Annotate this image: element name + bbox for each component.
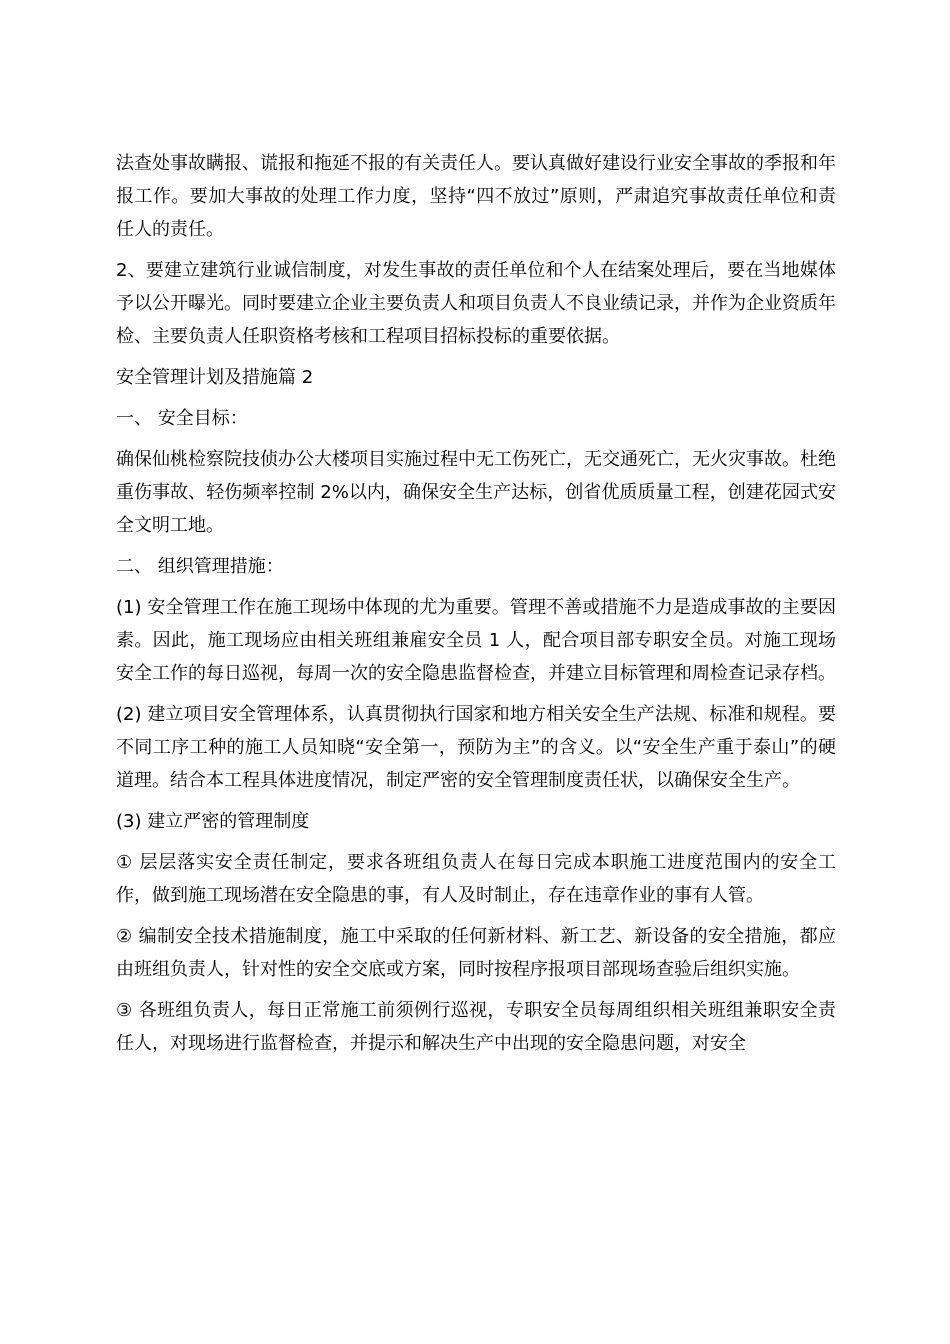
heading-organization-measures: 二、 组织管理措施： (116, 556, 284, 577)
heading-safety-goals: 一、 安全目标： (116, 408, 248, 429)
paragraph-measure-2: (2) 建立项目安全管理体系，认真贯彻执行国家和地方相关安全生产法规、标准和规程。要不同工序工种的施工人员知晓“安全第一，预防为主”的含义。以“安全生产重于泰山”的硬道理。结合本工程具体进度情况，制定严密的安全管理制度责任状，以确保安全生产。 (116, 704, 836, 791)
document-body (116, 147, 836, 1068)
paragraph-accident-investigation: 法查处事故瞒报、谎报和拖延不报的有关责任人。要认真做好建设行业安全事故的季报和年报工作。要加大事故的处理工作力度，坚持“四不放过”原则，严肃追究事故责任单位和责任人的责任。 (116, 153, 836, 240)
paragraph-integrity-system: 2、要建立建筑行业诚信制度，对发生事故的责任单位和个人在结案处理后，要在当地媒体予以公开曝光。同时要建立企业主要负责人和项目负责人不良业绩记录，并作为企业资质年检、主要负责人任职资格考核和工程项目招标投标的重要依据。 (116, 260, 836, 347)
paragraph-measure-1: (1) 安全管理工作在施工现场中体现的尤为重要。管理不善或措施不力是造成事故的主要因素。因此，施工现场应由相关班组兼雇安全员 1 人，配合项目部专职安全员。对施工现场安全工作的每日巡视，每周一次的安全隐患监督检查，并建立目标管理和周检查记录存档。 (116, 597, 836, 684)
paragraph-measure-3: (3) 建立严密的管理制度 (116, 811, 310, 832)
paragraph-item-2: ② 编制安全技术措施制度，施工中采取的任何新材料、新工艺、新设备的安全措施，都应由班组负责人，针对性的安全交底或方案，同时按程序报项目部现场查验后组织实施。 (116, 926, 836, 980)
section-title: 安全管理计划及措施篇 2 (116, 367, 314, 388)
paragraph-safety-goals: 确保仙桃检察院技侦办公大楼项目实施过程中无工伤死亡，无交通死亡，无火灾事故。杜绝重伤事故、轻伤频率控制 2%以内，确保安全生产达标，创省优质质量工程，创建花园式安全文明工地。 (116, 449, 836, 536)
paragraph-item-3: ③ 各班组负责人，每日正常施工前须例行巡视，专职安全员每周组织相关班组兼职安全责任人，对现场进行监督检查，并提示和解决生产中出现的安全隐患问题，对安全 (116, 1000, 836, 1054)
paragraph-item-1: ① 层层落实安全责任制定，要求各班组负责人在每日完成本职施工进度范围内的安全工作，做到施工现场潜在安全隐患的事，有人及时制止，存在违章作业的事有人管。 (116, 852, 836, 906)
